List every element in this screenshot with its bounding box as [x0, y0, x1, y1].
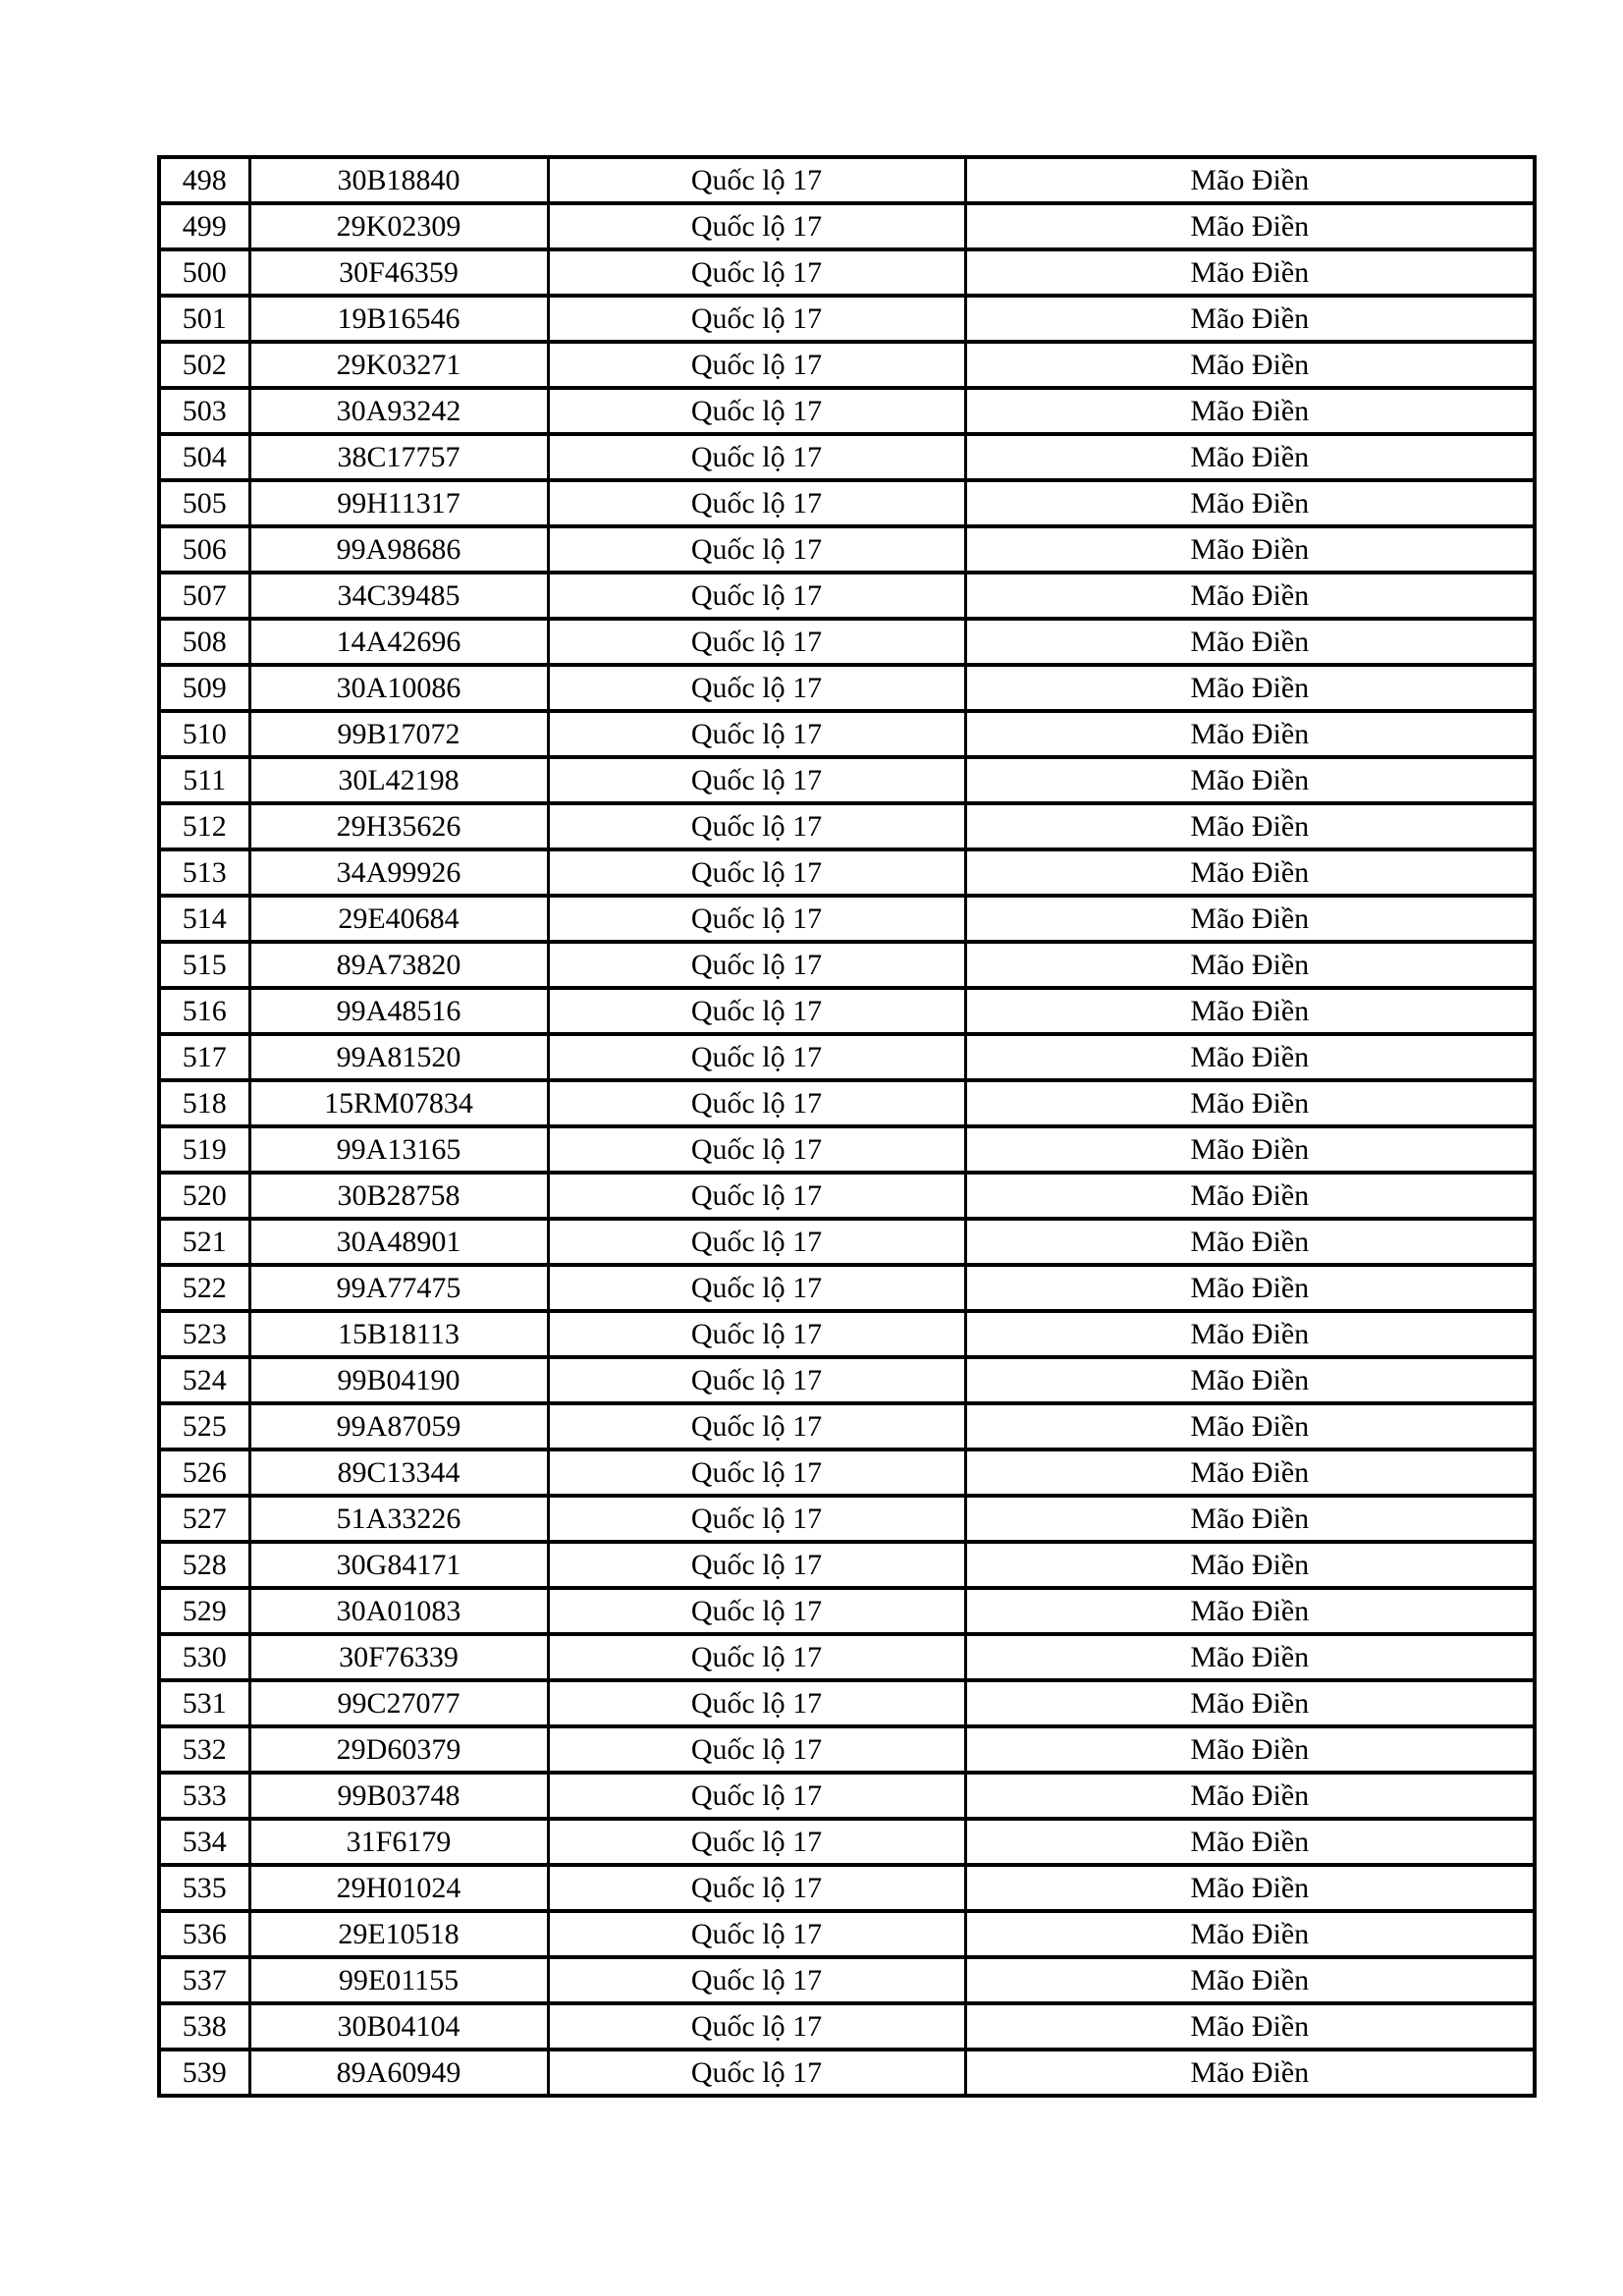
- row-index-cell: 533: [159, 1773, 249, 1819]
- location-cell: Mão Điền: [965, 1219, 1535, 1265]
- table-row: [159, 1311, 1535, 1357]
- plate-number-cell: 89C13344: [249, 1449, 548, 1496]
- location-cell: Mão Điền: [965, 1680, 1535, 1726]
- route-cell: Quốc lộ 17: [548, 1265, 965, 1311]
- table-row: [159, 988, 1535, 1034]
- plate-number-cell: 99A48516: [249, 988, 548, 1034]
- plate-number-cell: 30B04104: [249, 2003, 548, 2050]
- location-cell: Mão Điền: [965, 1173, 1535, 1219]
- plate-number-cell: 34C39485: [249, 573, 548, 619]
- location-cell: Mão Điền: [965, 342, 1535, 388]
- route-cell: Quốc lộ 17: [548, 1357, 965, 1403]
- table-row: [159, 434, 1535, 480]
- route-cell: Quốc lộ 17: [548, 896, 965, 942]
- route-cell: Quốc lộ 17: [548, 1773, 965, 1819]
- location-cell: Mão Điền: [965, 1542, 1535, 1588]
- plate-number-cell: 30A48901: [249, 1219, 548, 1265]
- plate-number-cell: 29D60379: [249, 1726, 548, 1773]
- plate-number-cell: 30B28758: [249, 1173, 548, 1219]
- row-index-cell: 518: [159, 1080, 249, 1126]
- plate-number-cell: 99C27077: [249, 1680, 548, 1726]
- plate-number-cell: 19B16546: [249, 296, 548, 342]
- row-index-cell: 503: [159, 388, 249, 434]
- plate-number-cell: 89A73820: [249, 942, 548, 988]
- route-cell: Quốc lộ 17: [548, 1034, 965, 1080]
- table-row: [159, 1634, 1535, 1680]
- plate-number-cell: 15RM07834: [249, 1080, 548, 1126]
- route-cell: Quốc lộ 17: [548, 665, 965, 711]
- table-row: [159, 1819, 1535, 1865]
- location-cell: Mão Điền: [965, 896, 1535, 942]
- route-cell: Quốc lộ 17: [548, 1588, 965, 1634]
- table-row: [159, 1219, 1535, 1265]
- route-cell: Quốc lộ 17: [548, 573, 965, 619]
- table-row: [159, 1173, 1535, 1219]
- route-cell: Quốc lộ 17: [548, 1126, 965, 1173]
- table-row: [159, 1680, 1535, 1726]
- row-index-cell: 522: [159, 1265, 249, 1311]
- table-row: [159, 1496, 1535, 1542]
- table-row: [159, 1449, 1535, 1496]
- row-index-cell: 508: [159, 619, 249, 665]
- row-index-cell: 529: [159, 1588, 249, 1634]
- location-cell: Mão Điền: [965, 757, 1535, 803]
- plate-number-cell: 30F46359: [249, 249, 548, 296]
- table-row: [159, 573, 1535, 619]
- route-cell: Quốc lộ 17: [548, 434, 965, 480]
- table-row: [159, 1357, 1535, 1403]
- route-cell: Quốc lộ 17: [548, 1680, 965, 1726]
- plate-number-cell: 99A13165: [249, 1126, 548, 1173]
- plate-number-cell: 34A99926: [249, 849, 548, 896]
- table-row: [159, 757, 1535, 803]
- plate-number-cell: 99H11317: [249, 480, 548, 526]
- route-cell: Quốc lộ 17: [548, 2003, 965, 2050]
- row-index-cell: 502: [159, 342, 249, 388]
- row-index-cell: 539: [159, 2050, 249, 2096]
- row-index-cell: 498: [159, 157, 249, 203]
- plate-number-cell: 29H35626: [249, 803, 548, 849]
- row-index-cell: 504: [159, 434, 249, 480]
- plate-number-cell: 99B03748: [249, 1773, 548, 1819]
- location-cell: Mão Điền: [965, 1496, 1535, 1542]
- route-cell: Quốc lộ 17: [548, 757, 965, 803]
- plate-number-cell: 99A98686: [249, 526, 548, 573]
- route-cell: Quốc lộ 17: [548, 1819, 965, 1865]
- route-cell: Quốc lộ 17: [548, 1449, 965, 1496]
- plate-number-cell: 29E10518: [249, 1911, 548, 1957]
- location-cell: Mão Điền: [965, 157, 1535, 203]
- table-row: [159, 1588, 1535, 1634]
- row-index-cell: 506: [159, 526, 249, 573]
- location-cell: Mão Điền: [965, 619, 1535, 665]
- route-cell: Quốc lộ 17: [548, 2050, 965, 2096]
- table-row: [159, 803, 1535, 849]
- row-index-cell: 538: [159, 2003, 249, 2050]
- route-cell: Quốc lộ 17: [548, 1634, 965, 1680]
- location-cell: Mão Điền: [965, 203, 1535, 249]
- row-index-cell: 520: [159, 1173, 249, 1219]
- location-cell: Mão Điền: [965, 665, 1535, 711]
- plate-number-cell: 99B17072: [249, 711, 548, 757]
- plate-number-cell: 38C17757: [249, 434, 548, 480]
- route-cell: Quốc lộ 17: [548, 157, 965, 203]
- route-cell: Quốc lộ 17: [548, 203, 965, 249]
- location-cell: Mão Điền: [965, 1265, 1535, 1311]
- location-cell: Mão Điền: [965, 2003, 1535, 2050]
- location-cell: Mão Điền: [965, 526, 1535, 573]
- table-row: [159, 942, 1535, 988]
- location-cell: Mão Điền: [965, 296, 1535, 342]
- row-index-cell: 534: [159, 1819, 249, 1865]
- location-cell: Mão Điền: [965, 711, 1535, 757]
- plate-number-cell: 99B04190: [249, 1357, 548, 1403]
- route-cell: Quốc lộ 17: [548, 1173, 965, 1219]
- table-row: [159, 480, 1535, 526]
- row-index-cell: 515: [159, 942, 249, 988]
- route-cell: Quốc lộ 17: [548, 1542, 965, 1588]
- plate-number-cell: 30G84171: [249, 1542, 548, 1588]
- row-index-cell: 519: [159, 1126, 249, 1173]
- route-cell: Quốc lộ 17: [548, 388, 965, 434]
- route-cell: Quốc lộ 17: [548, 619, 965, 665]
- table-row: [159, 388, 1535, 434]
- table-row: [159, 2003, 1535, 2050]
- location-cell: Mão Điền: [965, 942, 1535, 988]
- route-cell: Quốc lộ 17: [548, 1911, 965, 1957]
- row-index-cell: 505: [159, 480, 249, 526]
- location-cell: Mão Điền: [965, 1819, 1535, 1865]
- route-cell: Quốc lộ 17: [548, 480, 965, 526]
- table-row: [159, 665, 1535, 711]
- location-cell: Mão Điền: [965, 573, 1535, 619]
- plate-number-cell: 30B18840: [249, 157, 548, 203]
- plate-number-cell: 30A01083: [249, 1588, 548, 1634]
- route-cell: Quốc lộ 17: [548, 942, 965, 988]
- location-cell: Mão Điền: [965, 1726, 1535, 1773]
- row-index-cell: 532: [159, 1726, 249, 1773]
- row-index-cell: 513: [159, 849, 249, 896]
- route-cell: Quốc lộ 17: [548, 1403, 965, 1449]
- table-row: [159, 1865, 1535, 1911]
- row-index-cell: 524: [159, 1357, 249, 1403]
- row-index-cell: 499: [159, 203, 249, 249]
- location-cell: Mão Điền: [965, 988, 1535, 1034]
- location-cell: Mão Điền: [965, 1634, 1535, 1680]
- table-row: [159, 1726, 1535, 1773]
- row-index-cell: 509: [159, 665, 249, 711]
- row-index-cell: 527: [159, 1496, 249, 1542]
- row-index-cell: 501: [159, 296, 249, 342]
- location-cell: Mão Điền: [965, 1865, 1535, 1911]
- plate-number-cell: 31F6179: [249, 1819, 548, 1865]
- plate-number-cell: 29K02309: [249, 203, 548, 249]
- plate-number-cell: 29H01024: [249, 1865, 548, 1911]
- table-row: [159, 296, 1535, 342]
- table-row: [159, 711, 1535, 757]
- location-cell: Mão Điền: [965, 1126, 1535, 1173]
- table-row: [159, 896, 1535, 942]
- row-index-cell: 526: [159, 1449, 249, 1496]
- route-cell: Quốc lộ 17: [548, 1080, 965, 1126]
- location-cell: Mão Điền: [965, 1773, 1535, 1819]
- row-index-cell: 517: [159, 1034, 249, 1080]
- location-cell: Mão Điền: [965, 388, 1535, 434]
- table-row: [159, 619, 1535, 665]
- table-row: [159, 1911, 1535, 1957]
- table-row: [159, 157, 1535, 203]
- location-cell: Mão Điền: [965, 1449, 1535, 1496]
- plate-number-cell: 14A42696: [249, 619, 548, 665]
- row-index-cell: 536: [159, 1911, 249, 1957]
- location-cell: Mão Điền: [965, 434, 1535, 480]
- location-cell: Mão Điền: [965, 1957, 1535, 2003]
- table-row: [159, 1080, 1535, 1126]
- row-index-cell: 525: [159, 1403, 249, 1449]
- location-cell: Mão Điền: [965, 1357, 1535, 1403]
- location-cell: Mão Điền: [965, 1588, 1535, 1634]
- row-index-cell: 530: [159, 1634, 249, 1680]
- table-row: [159, 1957, 1535, 2003]
- plate-number-cell: 30A93242: [249, 388, 548, 434]
- route-cell: Quốc lộ 17: [548, 988, 965, 1034]
- row-index-cell: 523: [159, 1311, 249, 1357]
- plate-number-cell: 30A10086: [249, 665, 548, 711]
- row-index-cell: 537: [159, 1957, 249, 2003]
- route-cell: Quốc lộ 17: [548, 1219, 965, 1265]
- plate-number-cell: 99A87059: [249, 1403, 548, 1449]
- row-index-cell: 535: [159, 1865, 249, 1911]
- location-cell: Mão Điền: [965, 480, 1535, 526]
- plate-number-cell: 29E40684: [249, 896, 548, 942]
- route-cell: Quốc lộ 17: [548, 296, 965, 342]
- table-row: [159, 342, 1535, 388]
- table-row: [159, 526, 1535, 573]
- location-cell: Mão Điền: [965, 1403, 1535, 1449]
- plate-number-cell: 99A77475: [249, 1265, 548, 1311]
- route-cell: Quốc lộ 17: [548, 1865, 965, 1911]
- route-cell: Quốc lộ 17: [548, 711, 965, 757]
- table-row: [159, 203, 1535, 249]
- location-cell: Mão Điền: [965, 1311, 1535, 1357]
- row-index-cell: 516: [159, 988, 249, 1034]
- plate-number-cell: 51A33226: [249, 1496, 548, 1542]
- plate-number-cell: 99E01155: [249, 1957, 548, 2003]
- location-cell: Mão Điền: [965, 1034, 1535, 1080]
- plate-number-cell: 29K03271: [249, 342, 548, 388]
- route-cell: Quốc lộ 17: [548, 1496, 965, 1542]
- location-cell: Mão Điền: [965, 803, 1535, 849]
- row-index-cell: 511: [159, 757, 249, 803]
- location-cell: Mão Điền: [965, 249, 1535, 296]
- route-cell: Quốc lộ 17: [548, 803, 965, 849]
- vehicle-list-table: [157, 155, 1537, 2098]
- row-index-cell: 521: [159, 1219, 249, 1265]
- table-row: [159, 1542, 1535, 1588]
- location-cell: Mão Điền: [965, 2050, 1535, 2096]
- plate-number-cell: 99A81520: [249, 1034, 548, 1080]
- route-cell: Quốc lộ 17: [548, 249, 965, 296]
- location-cell: Mão Điền: [965, 1080, 1535, 1126]
- table-row: [159, 1773, 1535, 1819]
- row-index-cell: 512: [159, 803, 249, 849]
- route-cell: Quốc lộ 17: [548, 1311, 965, 1357]
- plate-number-cell: 89A60949: [249, 2050, 548, 2096]
- table-row: [159, 1265, 1535, 1311]
- route-cell: Quốc lộ 17: [548, 849, 965, 896]
- table-row: [159, 2050, 1535, 2096]
- plate-number-cell: 30L42198: [249, 757, 548, 803]
- plate-number-cell: 15B18113: [249, 1311, 548, 1357]
- table-row: [159, 1034, 1535, 1080]
- plate-number-cell: 30F76339: [249, 1634, 548, 1680]
- table-row: [159, 1403, 1535, 1449]
- table-row: [159, 849, 1535, 896]
- table-row: [159, 249, 1535, 296]
- table-row: [159, 1126, 1535, 1173]
- location-cell: Mão Điền: [965, 849, 1535, 896]
- table-body: [159, 157, 1535, 2096]
- row-index-cell: 500: [159, 249, 249, 296]
- row-index-cell: 528: [159, 1542, 249, 1588]
- row-index-cell: 507: [159, 573, 249, 619]
- row-index-cell: 531: [159, 1680, 249, 1726]
- route-cell: Quốc lộ 17: [548, 1726, 965, 1773]
- location-cell: Mão Điền: [965, 1911, 1535, 1957]
- row-index-cell: 514: [159, 896, 249, 942]
- route-cell: Quốc lộ 17: [548, 342, 965, 388]
- route-cell: Quốc lộ 17: [548, 1957, 965, 2003]
- row-index-cell: 510: [159, 711, 249, 757]
- route-cell: Quốc lộ 17: [548, 526, 965, 573]
